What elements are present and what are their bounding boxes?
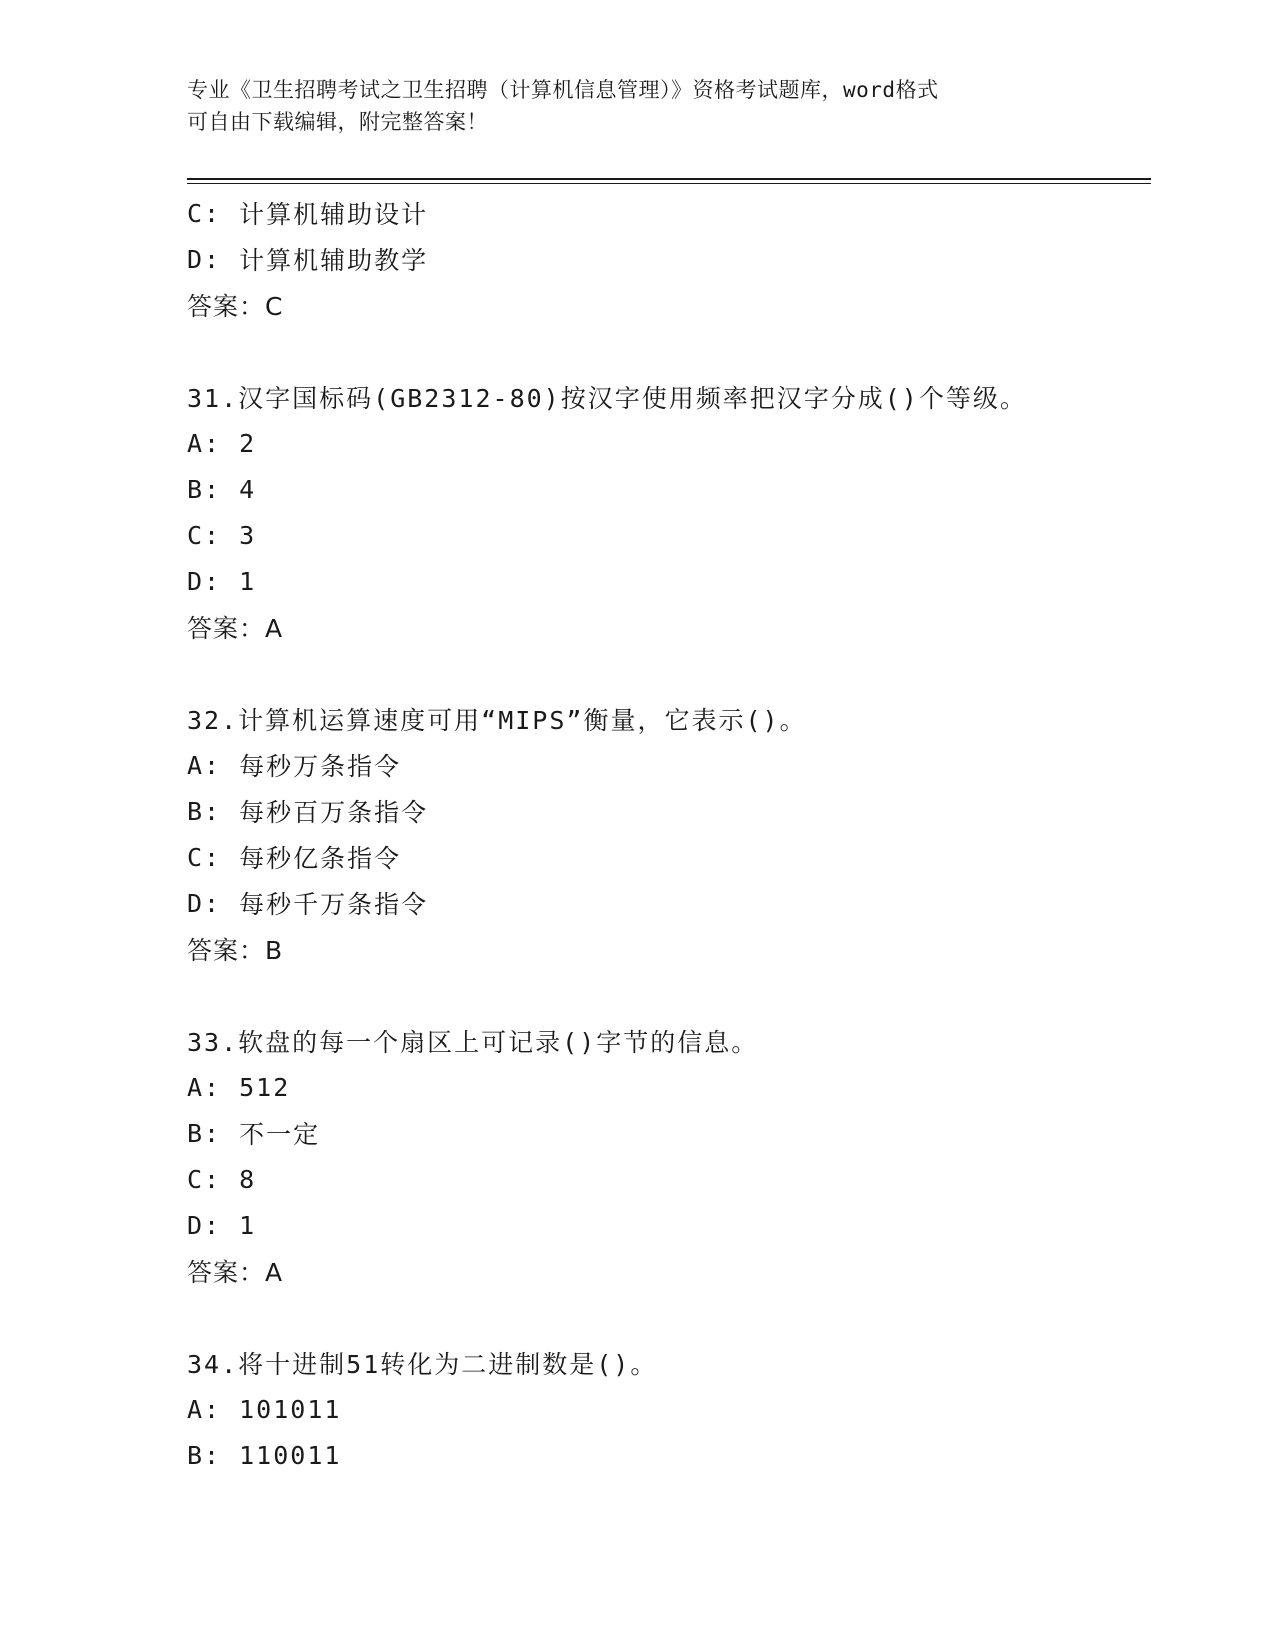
option-row (187, 1202, 1147, 1248)
option-text: 4 (239, 474, 257, 504)
option-letter: A: (187, 1072, 222, 1102)
option-letter: A: (187, 428, 222, 458)
option-letter: B: (187, 1440, 222, 1470)
option-text: 110011 (239, 1440, 342, 1470)
option-row (187, 1386, 1147, 1432)
option-text: 101011 (239, 1394, 342, 1424)
header-rule-thin (187, 183, 1151, 184)
option-letter: C: (187, 1164, 222, 1194)
option-row (187, 1110, 1147, 1156)
option-text: 每秒亿条指令 (239, 844, 402, 873)
question-stem: 32.计算机运算速度可用“MIPS”衡量，它表示()。 (187, 706, 807, 735)
answer-line: 答案：A (187, 614, 284, 643)
option-text: 每秒千万条指令 (239, 890, 429, 919)
header-line-2: 可自由下载编辑，附完整答案！ (187, 110, 488, 134)
option-letter: D: (187, 244, 222, 274)
option-row (187, 1064, 1147, 1110)
option-text: 计算机辅助教学 (239, 246, 429, 275)
option-text: 每秒百万条指令 (239, 798, 429, 827)
option-text: 1 (239, 566, 257, 596)
answer-line: 答案：A (187, 1258, 284, 1287)
option-row (187, 1432, 1147, 1478)
option-text: 512 (239, 1072, 291, 1102)
option-row (187, 742, 1147, 788)
option-letter: C: (187, 198, 222, 228)
document-header (187, 74, 1067, 138)
option-letter: C: (187, 520, 222, 550)
option-row (187, 834, 1147, 880)
option-letter: D: (187, 888, 222, 918)
option-row (187, 558, 1147, 604)
option-row (187, 512, 1147, 558)
question-stem: 34.将十进制51转化为二进制数是()。 (187, 1350, 658, 1379)
option-row (187, 190, 1147, 236)
header-line-1: 专业《卫生招聘考试之卫生招聘（计算机信息管理）》资格考试题库，word格式 (187, 78, 939, 102)
option-text: 8 (239, 1164, 257, 1194)
header-rule-thick (187, 178, 1151, 180)
option-letter: B: (187, 474, 222, 504)
option-letter: D: (187, 566, 222, 596)
option-row (187, 236, 1147, 282)
question-stem: 33.软盘的每一个扇区上可记录()字节的信息。 (187, 1028, 759, 1057)
option-letter: C: (187, 842, 222, 872)
option-text: 每秒万条指令 (239, 752, 402, 781)
option-letter: D: (187, 1210, 222, 1240)
option-row (187, 788, 1147, 834)
option-letter: A: (187, 750, 222, 780)
question-list (187, 190, 1147, 1478)
option-text: 2 (239, 428, 257, 458)
option-row (187, 1156, 1147, 1202)
option-letter: B: (187, 1118, 222, 1148)
option-letter: A: (187, 1394, 222, 1424)
option-text: 不一定 (239, 1120, 321, 1149)
option-row (187, 466, 1147, 512)
option-row (187, 880, 1147, 926)
option-letter: B: (187, 796, 222, 826)
option-text: 1 (239, 1210, 257, 1240)
option-text: 计算机辅助设计 (239, 200, 429, 229)
option-row (187, 420, 1147, 466)
answer-line: 答案：B (187, 936, 284, 965)
answer-line: 答案：C (187, 292, 284, 321)
question-stem: 31.汉字国标码(GB2312-80)按汉字使用频率把汉字分成()个等级。 (187, 384, 1027, 413)
option-text: 3 (239, 520, 257, 550)
